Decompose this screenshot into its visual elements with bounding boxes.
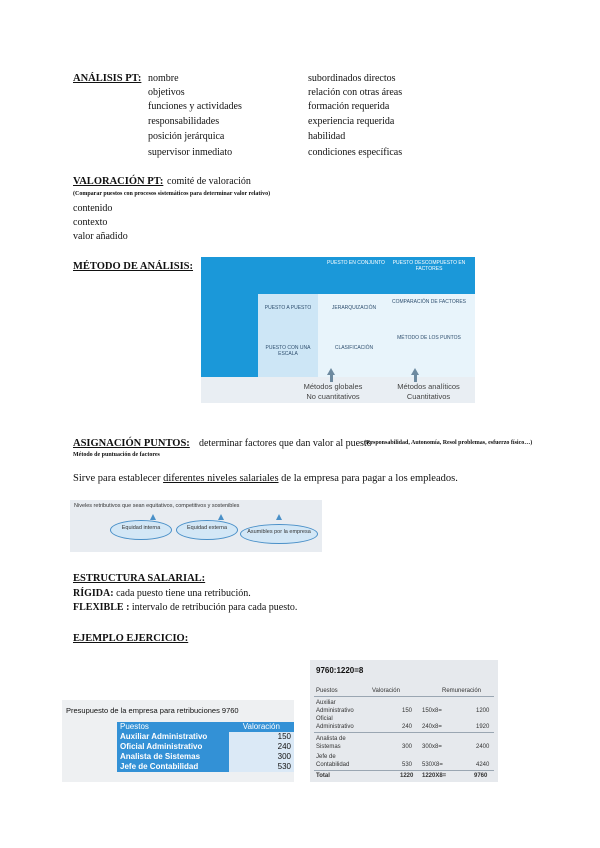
table-header: Puestos [117, 722, 229, 732]
diagram-block [201, 257, 258, 377]
solution-header: Valoración [372, 688, 400, 694]
row-header-1: PUESTO A PUESTO [264, 305, 312, 311]
analisis-item: responsabilidades [148, 116, 220, 127]
flexible-line [73, 601, 297, 614]
asignacion-factors: (Responsabilidad, Autonomía, Resol problemas, esfuerzo físico…) [364, 440, 533, 446]
puesto-cell: Analista de Sistemas [117, 752, 229, 762]
valoracion-heading: VALORACIÓN PT: [73, 176, 164, 187]
solution-header: Remuneración [442, 688, 482, 694]
solution-rem: 1200 [476, 708, 490, 714]
valoracion-item: contexto [73, 217, 108, 228]
solution-header: Puestos [316, 688, 338, 694]
budget-table-image [62, 700, 294, 782]
analisis-item: objetivos [148, 87, 185, 98]
analisis-item: nombre [148, 73, 179, 84]
solution-puesto: Oficial Administrativo [316, 716, 354, 730]
solution-rem: 4240 [476, 762, 490, 768]
flexible-label: FLEXIBLE : [73, 602, 130, 613]
bubble-equidad-interna: Equidad interna [110, 520, 172, 540]
col-header-2: PUESTO DESCOMPUESTO EN FACTORES [392, 260, 466, 272]
valor-cell: 300 [229, 752, 294, 762]
analisis-heading: ANÁLISIS PT: [73, 73, 142, 84]
puesto-cell: Oficial Administrativo [117, 742, 229, 752]
rigida-label: RÍGIDA: [73, 588, 114, 599]
bubble-asumibles: Asumibles por la empresa [240, 524, 318, 544]
niveles-caption: Niveles retributivos que sean equitativos, competitivos y sostenibles [74, 503, 240, 509]
solution-calc: 240x8= [422, 724, 442, 730]
cell-jerarquizacion: JERARQUIZACIÓN [331, 305, 377, 311]
valoracion-text: comité de valoración [167, 176, 251, 187]
flexible-text: intervalo de retribución para cada puesto. [131, 602, 298, 613]
divider [314, 770, 494, 771]
analisis-item: posición jerárquica [148, 131, 225, 142]
asignacion-serve [73, 472, 458, 485]
solution-puesto: Analista de Sistemas [316, 736, 346, 750]
serve-suffix: de la empresa para pagar a los empleados. [278, 473, 458, 484]
solution-valor: 240 [402, 724, 413, 730]
valor-cell: 240 [229, 742, 294, 752]
arrow-up-icon [327, 368, 335, 375]
analisis-item: funciones y actividades [148, 101, 242, 112]
row-header-2: PUESTO CON UNA ESCALA [265, 345, 311, 357]
cell-puntos: MÉTODO DE LOS PUNTOS [397, 335, 461, 341]
valoracion-item: contenido [73, 203, 113, 214]
table-header-row [117, 722, 294, 732]
asignacion-method: Método de puntuación de factores [73, 452, 160, 458]
analisis-item: relación con otras áreas [308, 87, 403, 98]
table-header: Valoración [229, 722, 294, 732]
rigida-line [73, 587, 251, 600]
solution-puesto: Jefe de Contabilidad [316, 754, 350, 768]
rigida-text: cada puesto tiene una retribución. [116, 588, 251, 599]
analisis-item: subordinados directos [308, 73, 396, 84]
solution-puesto: Auxiliar Administrativo [316, 700, 354, 714]
label-no-cuantitativos: No cuantitativos [306, 392, 360, 401]
ejemplo-heading: EJEMPLO EJERCICIO: [73, 633, 189, 644]
asignacion-heading: ASIGNACIÓN PUNTOS: [73, 438, 190, 449]
serve-prefix: Sirve para establecer [73, 473, 164, 484]
valoracion-note: (Comparar puestos con procesos sistemáticos para determinar valor relativo) [73, 191, 271, 197]
table-row [117, 742, 294, 752]
solution-total-valor: 1220 [400, 773, 414, 779]
table-row [117, 752, 294, 762]
analisis-item: supervisor inmediato [148, 147, 233, 158]
solution-rem: 1920 [476, 724, 490, 730]
analisis-item: habilidad [308, 131, 346, 142]
analisis-item: condiciones específicas [308, 147, 403, 158]
budget-title: Presupuesto de la empresa para retribuciones 9760 [66, 706, 239, 715]
puesto-cell: Jefe de Contabilidad [117, 762, 229, 772]
metodo-heading: MÉTODO DE ANÁLISIS: [73, 261, 194, 272]
asignacion-text: determinar factores que dan valor al puesto [199, 438, 372, 449]
solution-calc: 150x8= [422, 708, 442, 714]
solution-valor: 150 [402, 708, 413, 714]
solution-total-label: Total [316, 773, 330, 779]
solution-calc: 530X8= [422, 762, 443, 768]
arrow-up-icon [411, 368, 419, 375]
solution-table-image [310, 660, 498, 782]
analisis-item: formación requerida [308, 101, 390, 112]
bubble-tail [150, 514, 156, 520]
analisis-item: experiencia requerida [308, 116, 395, 127]
estructura-heading: ESTRUCTURA SALARIAL: [73, 573, 206, 584]
solution-valor: 300 [402, 744, 413, 750]
arrow-stem [414, 375, 417, 382]
divider [314, 732, 494, 733]
solution-valor: 530 [402, 762, 413, 768]
solution-total-calc: 1220X8= [422, 773, 447, 779]
valoracion-item: valor añadido [73, 231, 128, 242]
solution-calc: 300x8= [422, 744, 442, 750]
arrow-stem [330, 375, 333, 382]
solution-rem: 2400 [476, 744, 490, 750]
bubble-tail [218, 514, 224, 520]
cell-clasificacion: CLASIFICACIÓN [334, 345, 374, 351]
valor-cell: 150 [229, 732, 294, 742]
solution-total-rem: 9760 [474, 773, 488, 779]
cell-comparacion: COMPARACIÓN DE FACTORES [392, 299, 466, 305]
serve-underlined: diferentes niveles salariales [163, 473, 279, 484]
valor-cell: 530 [229, 762, 294, 772]
col-header-1: PUESTO EN CONJUNTO [327, 260, 385, 266]
label-cuantitativos: Cuantitativos [406, 392, 451, 401]
solution-title: 9760:1220=8 [316, 666, 364, 675]
table-row [117, 732, 294, 742]
puesto-cell: Auxiliar Administrativo [117, 732, 229, 742]
method-diagram [201, 257, 475, 403]
table-row [117, 762, 294, 772]
niveles-graphic [70, 500, 322, 552]
divider [314, 696, 494, 697]
label-analiticos: Métodos analíticos [397, 382, 460, 391]
bubble-tail [276, 514, 282, 520]
bubble-equidad-externa: Equidad externa [176, 520, 238, 540]
label-globales: Métodos globales [303, 382, 363, 391]
budget-table [117, 722, 294, 772]
